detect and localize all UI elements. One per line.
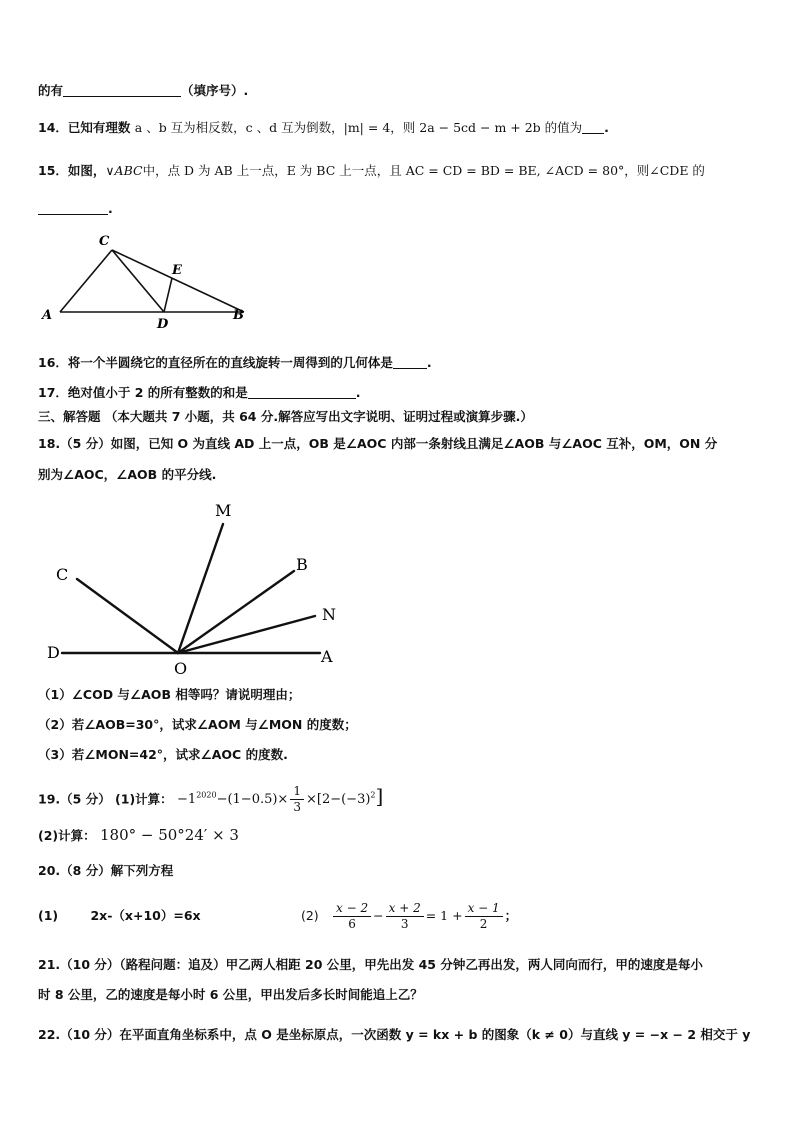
question-21-line-1 [38, 956, 756, 974]
label-C: C [99, 234, 110, 249]
q14-label: 14．已知有理数 [38, 120, 131, 135]
q14-answer-blank[interactable] [582, 120, 604, 134]
label-C: C [56, 565, 69, 584]
q18-part-3 [38, 746, 756, 764]
q20-frac-3: $\frac{x - 1}{2}$ [465, 901, 503, 932]
q20-equations [38, 898, 756, 934]
question-19-part-1 [38, 782, 756, 815]
label-A: A [321, 647, 333, 666]
label-B: B [233, 308, 244, 323]
segment-CB [112, 250, 244, 312]
q16-text: 16．将一个半圆绕它的直径所在的直线旋转一周得到的几何体是 [38, 355, 393, 370]
label-N: N [322, 605, 336, 624]
q20-eq2: (2) $\frac{x - 2}{6}$ − $\frac{x + 2}{3}$ = 1 + $\frac{x - 1}{2}$ ； [300, 901, 518, 931]
q15-answer-blank[interactable] [38, 201, 108, 215]
q15-answer-line [38, 200, 756, 218]
q20-eq1: 2x-（x+10）=6x [90, 908, 201, 923]
q21-text-1: 21.（10 分）（路程问题：追及）甲乙两人相距 20 公里，甲先出发 45 分钟乙再出发，两人同向而行，甲的速度是每小 [38, 957, 703, 972]
question-18-line-2 [38, 466, 756, 484]
label-B: B [296, 555, 308, 574]
section-3-heading [38, 408, 756, 426]
question-15 [38, 162, 756, 180]
label-E: E [172, 263, 182, 278]
q14-text: a 、b 互为相反数，c 、d 互为倒数，|m| = 4，则 2a − 5cd − m + 2b 的值为 [134, 120, 583, 135]
q15-figure-lines [60, 250, 244, 312]
ray-ON [178, 616, 315, 653]
q18-part-2-text: （2）若∠AOB=30°，试求∠AOM 与∠MON 的度数； [38, 717, 357, 732]
label-O: O [174, 659, 188, 678]
question-20 [38, 862, 756, 880]
section-3-text: 三、解答题 （本大题共 7 小题，共 64 分.解答应写出文字说明、证明过程或演算步骤.） [38, 409, 533, 424]
label-M: M [215, 501, 232, 520]
label-D: D [157, 317, 169, 332]
question-16 [38, 354, 756, 372]
q18-text-2: 别为∠AOC，∠AOB 的平分线. [38, 467, 217, 482]
ray-OB [178, 571, 294, 653]
q20-eq1-label: (1) [38, 908, 59, 923]
q13-answer-line [38, 82, 756, 100]
q19-expr-2: $\times[2-(-3)^2]$ [305, 784, 384, 809]
q21-text-2: 时 8 公里，乙的速度是每小时 6 公里，甲出发后多长时间能追上乙？ [38, 987, 423, 1002]
q15-end: . [108, 201, 113, 216]
segment-AC [60, 250, 112, 312]
segment-DE [164, 278, 172, 312]
q19-part-2-label: (2)计算： [38, 828, 96, 843]
q20-text: 20.（8 分）解下列方程 [38, 863, 174, 878]
q20-eq2-label: (2) [300, 908, 319, 923]
q13-answer-blank[interactable] [63, 83, 181, 97]
q19-expr-1: $-1^{2020}-(1-0.5)\times$ [177, 791, 289, 808]
q20-frac-1: $\frac{x - 2}{6}$ [333, 901, 371, 932]
q15-label: 15．如图， [38, 163, 106, 178]
ray-OM [178, 524, 223, 653]
question-19-part-2 [38, 826, 756, 845]
q14-end: . [604, 120, 609, 135]
q19-fraction: $\frac{1}{3}$ [290, 784, 304, 815]
q15-triangle-figure [36, 228, 256, 333]
q18-part-2 [38, 716, 756, 734]
q18-part-3-text: （3）若∠MON=42°，试求∠AOC 的度数. [38, 747, 288, 762]
q18-angle-figure [40, 496, 360, 678]
question-17 [38, 384, 756, 402]
q13-suffix: （填序号）. [181, 83, 249, 98]
label-D: D [47, 643, 60, 662]
q18-part-1 [38, 686, 756, 704]
ray-OC [77, 579, 178, 653]
q13-prefix: 的有 [38, 83, 64, 98]
q19-label: 19.（5 分） (1)计算： [38, 791, 173, 807]
q18-part-1-text: （1）∠COD 与∠AOB 相等吗？请说明理由； [38, 687, 301, 702]
question-18-line-1 [38, 435, 756, 453]
q15-triangle: ∨ABC [105, 163, 143, 178]
q19-part-2-expr: 180° − 50°24′ × 3 [99, 826, 239, 844]
q17-text: 17．绝对值小于 2 的所有整数的和是 [38, 385, 248, 400]
q20-frac-2: $\frac{x + 2}{3}$ [386, 901, 424, 932]
q15-text: 中，点 D 为 AB 上一点，E 为 BC 上一点，且 AC = CD = BD = BE, ∠ACD = 80°，则∠CDE 的 [142, 163, 705, 178]
segment-CD [112, 250, 164, 312]
q18-text-1: 18.（5 分）如图，已知 O 为直线 AD 上一点，OB 是∠AOC 内部一条射线且满足∠AOB 与∠AOC 互补，OM，ON 分 [38, 436, 718, 451]
question-21-line-2 [38, 986, 756, 1004]
q18-figure-lines [62, 524, 320, 653]
q22-text: 22.（10 分）在平面直角坐标系中，点 O 是坐标原点，一次函数 y = kx + b 的图象（k ≠ 0）与直线 y = −x − 2 相交于 y [38, 1027, 751, 1042]
q17-answer-blank[interactable] [248, 385, 356, 399]
question-14 [38, 119, 756, 137]
q16-end: . [426, 355, 432, 370]
q17-end: . [355, 385, 361, 400]
question-22 [38, 1026, 756, 1044]
label-A: A [42, 308, 53, 323]
q16-answer-blank[interactable] [393, 355, 427, 369]
